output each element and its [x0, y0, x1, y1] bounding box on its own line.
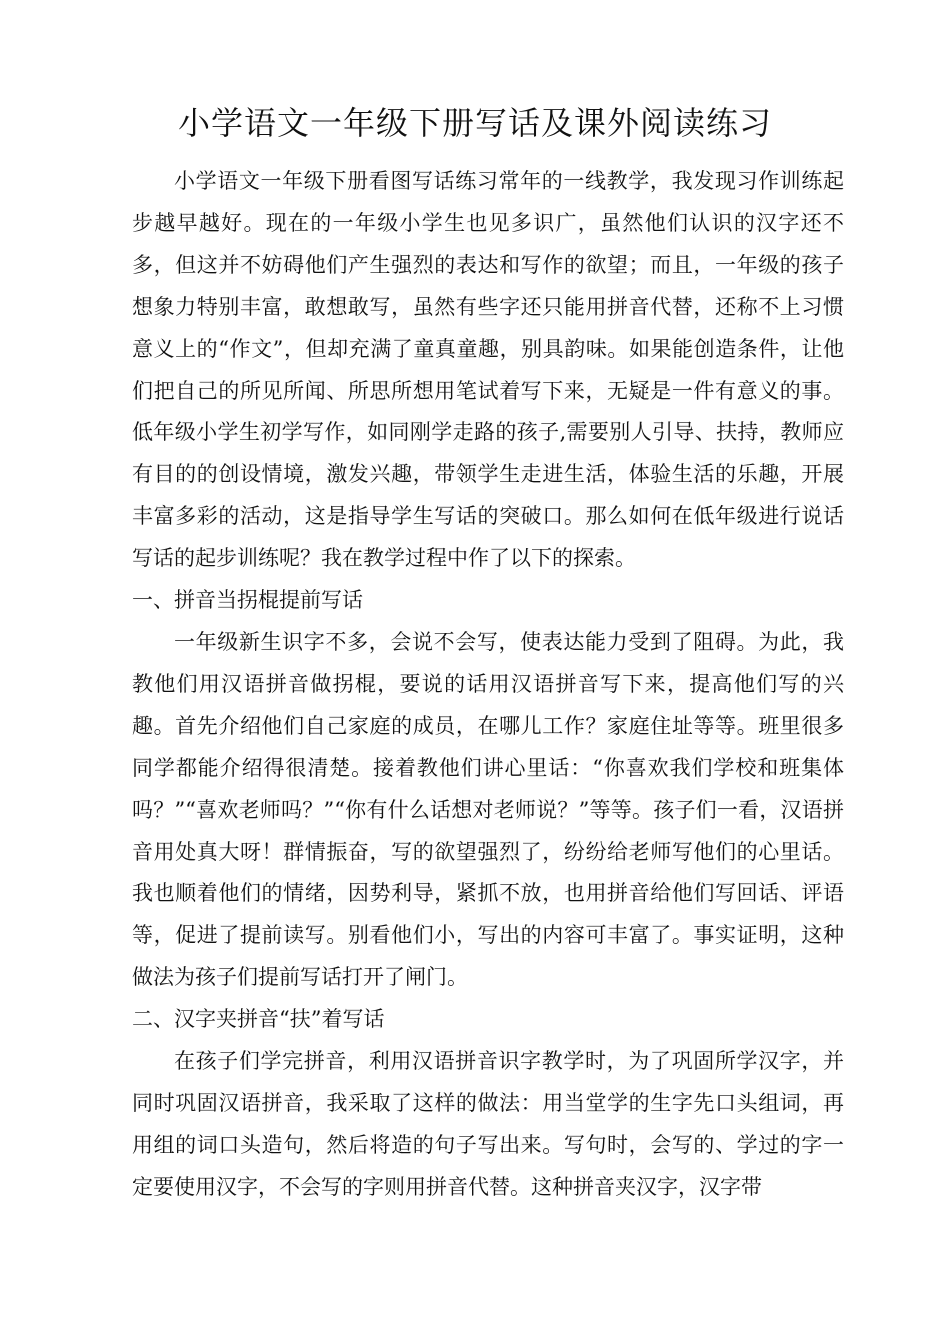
paragraph-section-2: 在孩子们学完拼音，利用汉语拼音识字教学时，为了巩固所学汉字，并同时巩固汉语拼音，我采取了这样的做法：用当堂学的生字先口头组词，再用组的词口头造句，然后将造的句子写出来。写句时，会写的、学过的字一定要使用汉字，不会写的字则用拼音代替。这种拼音夹汉字，汉字带 [132, 1049, 844, 1199]
document-title: 小学语文一年级下册写话及课外阅读练习 [177, 104, 772, 142]
section-heading-2: 二、汉字夹拼音“扶”着写话 [132, 1007, 385, 1032]
paragraph-intro: 小学语文一年级下册看图写话练习常年的一线教学，我发现习作训练起步越早越好。现在的一年级小学生也见多识广，虽然他们认识的汉字还不多，但这并不妨碍他们产生强烈的表达和写作的欲望；而且，一年级的孩子想象力特别丰富，敢想敢写，虽然有些字还只能用拼音代替，还称不上习惯意义上的“作文”，但却充满了童真童趣，别具韵味。如果能创造条件，让他们把自己的所见所闻、所思所想用笔试着写下来，无疑是一件有意义的事。低年级小学生初学写作，如同刚学走路的孩子,需要别人引导、扶持，教师应有目的的创设情境，激发兴趣，带领学生走进生活，体验生活的乐趣，开展丰富多彩的活动，这是指导学生写话的突破口。那么如何在低年级进行说话写话的起步训练呢？我在教学过程中作了以下的探索。 [132, 169, 844, 571]
paragraph-section-1: 一年级新生识字不多，会说不会写，使表达能力受到了阻碍。为此，我教他们用汉语拼音做拐棍，要说的话用汉语拼音写下来，提高他们写的兴趣。首先介绍他们自己家庭的成员，在哪儿工作？家庭住址等等。班里很多同学都能介绍得很清楚。接着教他们讲心里话：“你喜欢我们学校和班集体吗？”“喜欢老师吗？”“你有什么话想对老师说？”等等。孩子们一看，汉语拼音用处真大呀！群情振奋，写的欲望强烈了，纷纷给老师写他们的心里话。我也顺着他们的情绪，因势利导，紧抓不放，也用拼音给他们写回话、评语等，促进了提前读写。别看他们小，写出的内容可丰富了。事实证明，这种做法为孩子们提前写话打开了闸门。 [132, 629, 844, 990]
section-heading-1: 一、拼音当拐棍提前写话 [132, 588, 363, 613]
document-body [132, 161, 844, 1209]
